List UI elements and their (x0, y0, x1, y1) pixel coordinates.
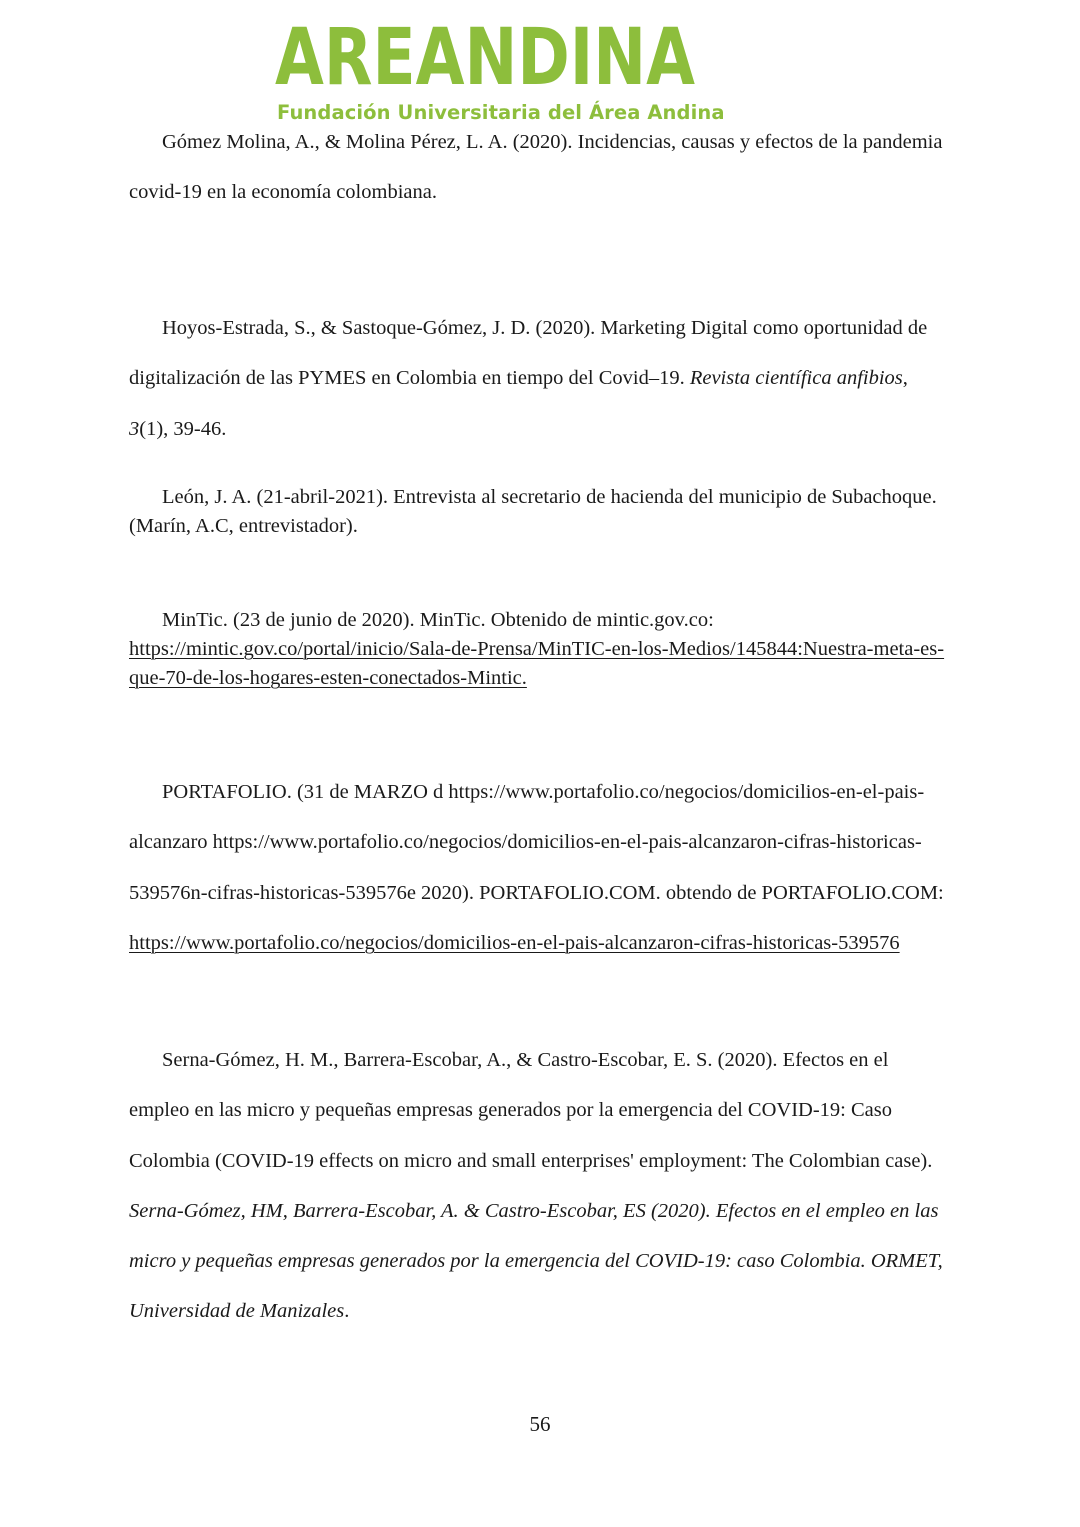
logo-subtitle: Fundación Universitaria del Área Andina (277, 101, 725, 124)
reference-separator: , (902, 367, 908, 390)
reference-italic: Serna-Gómez, HM, Barrera-Escobar, A. & Castro-Escobar, ES (2020). Efectos en el empleo en las micro y pequeñas empresas generados por la emergencia del COVID-19: caso Colombia. ORMET, Universidad de Manizales (129, 1199, 943, 1323)
reference-issue-pages: (1), 39-46. (139, 417, 227, 440)
areandina-logo-icon (270, 13, 700, 103)
reference-text: Hoyos-Estrada, S., & Sastoque-Gómez, J. D. (2020). Marketing Digital como oportunidad de digitalización de las PYMES en Colombia en tiempo del Covid–19. (129, 317, 928, 390)
reference-volume: 3 (129, 417, 140, 440)
reference-journal: Revista científica anfibios (689, 367, 903, 390)
reference-text: León, J. A. (21-abril-2021). Entrevista al secretario de hacienda del municipio de Subachoque. (Marín, A.C, entrevistador). (129, 486, 937, 537)
reference-item (129, 767, 951, 968)
reference-item (129, 606, 951, 693)
reference-item (129, 117, 951, 218)
page-number: 56 (529, 1412, 551, 1436)
reference-end: . (344, 1300, 350, 1323)
reference-text: MinTic. (23 de junio de 2020). MinTic. Obtenido de mintic.gov.co: (162, 609, 714, 631)
reference-item (129, 1035, 951, 1337)
reference-text: Serna-Gómez, H. M., Barrera-Escobar, A., & Castro-Escobar, E. S. (2020). Efectos en el empleo en las micro y pequeñas empresas generados por la emergencia del COVID-19: Caso Colombia (COVID-19 effects on micro and small enterprises' employment: The Colombian case). (129, 1049, 933, 1172)
reference-link[interactable]: https://www.portafolio.co/negocios/domicilios-en-el-pais-alcanzaron-cifras-historicas-539576 (129, 931, 900, 954)
reference-item (129, 483, 951, 541)
reference-item (129, 303, 951, 454)
reference-text: PORTAFOLIO. (31 de MARZO d https://www.portafolio.co/negocios/domicilios-en-el-pais-alcanzaro https://www.portafolio.co/negocios/domicilios-en-el-pais-alcanzaron-cifras-historicas-539576n-cifras-historicas-539576e 2020). PORTAFOLIO.COM. obtendo de PORTAFOLIO.COM: (129, 781, 944, 904)
reference-text: Gómez Molina, A., & Molina Pérez, L. A. (2020). Incidencias, causas y efectos de la pandemia covid-19 en la economía colombiana. (129, 131, 943, 204)
logo-wordmark-text: AREANDINA (275, 13, 695, 103)
reference-link[interactable]: https://mintic.gov.co/portal/inicio/Sala-de-Prensa/MinTIC-en-los-Medios/145844:Nuestra-meta-es-que-70-de-los-hogares-esten-conectados-Mintic. (129, 638, 945, 689)
